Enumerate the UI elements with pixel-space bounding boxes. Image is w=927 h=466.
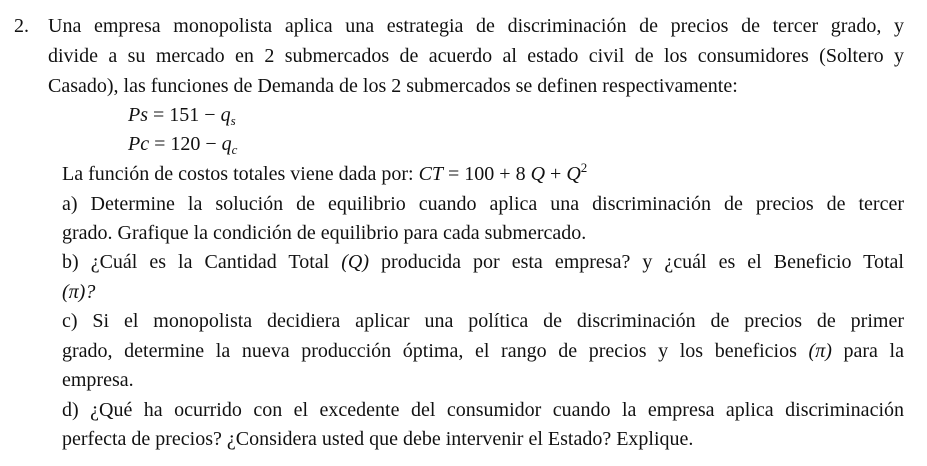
demand-equation-casado bbox=[128, 130, 237, 159]
eq2-var: q bbox=[221, 133, 232, 155]
part-c-pi: (π) bbox=[808, 340, 832, 362]
part-c-line-1: c) Si el monopolista decidiera aplicar una política de discriminación de precios de primer bbox=[62, 310, 904, 332]
part-a-line-1: a) Determine la solución de equilibrio cuando aplica una discriminación de precios de tercer bbox=[62, 193, 904, 215]
part-c-line-2 bbox=[62, 337, 904, 366]
part-c-post: para la bbox=[831, 340, 904, 362]
eq1-rhs: = 151 − bbox=[153, 104, 221, 126]
cost-function-line bbox=[62, 160, 587, 189]
cost-q1: Q bbox=[530, 163, 546, 185]
part-b-line-1 bbox=[62, 248, 904, 277]
eq2-rhs: = 120 − bbox=[154, 133, 222, 155]
intro-line-2: divide a su mercado en 2 submercados de acuerdo al estado civil de los consumidores (Soltero y bbox=[48, 45, 904, 67]
part-c-pre: grado, determine la nueva producción óptima, el rango de precios y los beneficios bbox=[62, 340, 809, 362]
cost-exponent: 2 bbox=[580, 160, 588, 175]
intro-line-3: Casado), las funciones de Demanda de los 2 submercados se definen respectivamente: bbox=[48, 75, 738, 97]
part-d-line-2: perfecta de precios? ¿Considera usted que debe intervenir el Estado? Explique. bbox=[62, 428, 694, 450]
eq1-sub: s bbox=[230, 113, 236, 128]
intro-line-1: Una empresa monopolista aplica una estrategia de discriminación de precios de tercer grado, y bbox=[48, 15, 904, 37]
eq2-sub: c bbox=[231, 142, 238, 157]
cost-text: La función de costos totales viene dada por: bbox=[62, 163, 419, 185]
cost-eq: = 100 + 8 bbox=[443, 163, 531, 185]
part-a-line-2: grado. Grafique la condición de equilibrio para cada submercado. bbox=[62, 222, 587, 244]
eq2-lhs: Pc bbox=[128, 133, 150, 155]
demand-equation-soltero bbox=[128, 101, 236, 130]
part-d-line-1: d) ¿Qué ha ocurrido con el excedente del consumidor cuando la empresa aplica discriminación bbox=[62, 399, 904, 421]
cost-plus: + bbox=[545, 163, 567, 185]
part-b-post: producida por esta empresa? y ¿cuál es el Beneficio Total bbox=[369, 251, 904, 273]
cost-q2: Q bbox=[566, 163, 581, 185]
part-b-line-2: (π)? bbox=[62, 281, 96, 303]
cost-ct: CT bbox=[418, 163, 444, 185]
part-c-line-3: empresa. bbox=[62, 369, 134, 391]
eq1-lhs: Ps bbox=[128, 104, 148, 126]
eq1-var: q bbox=[220, 104, 231, 126]
part-b-q: (Q) bbox=[341, 251, 369, 273]
question-number: 2. bbox=[14, 15, 29, 37]
part-b-pre: b) ¿Cuál es la Cantidad Total bbox=[62, 251, 342, 273]
